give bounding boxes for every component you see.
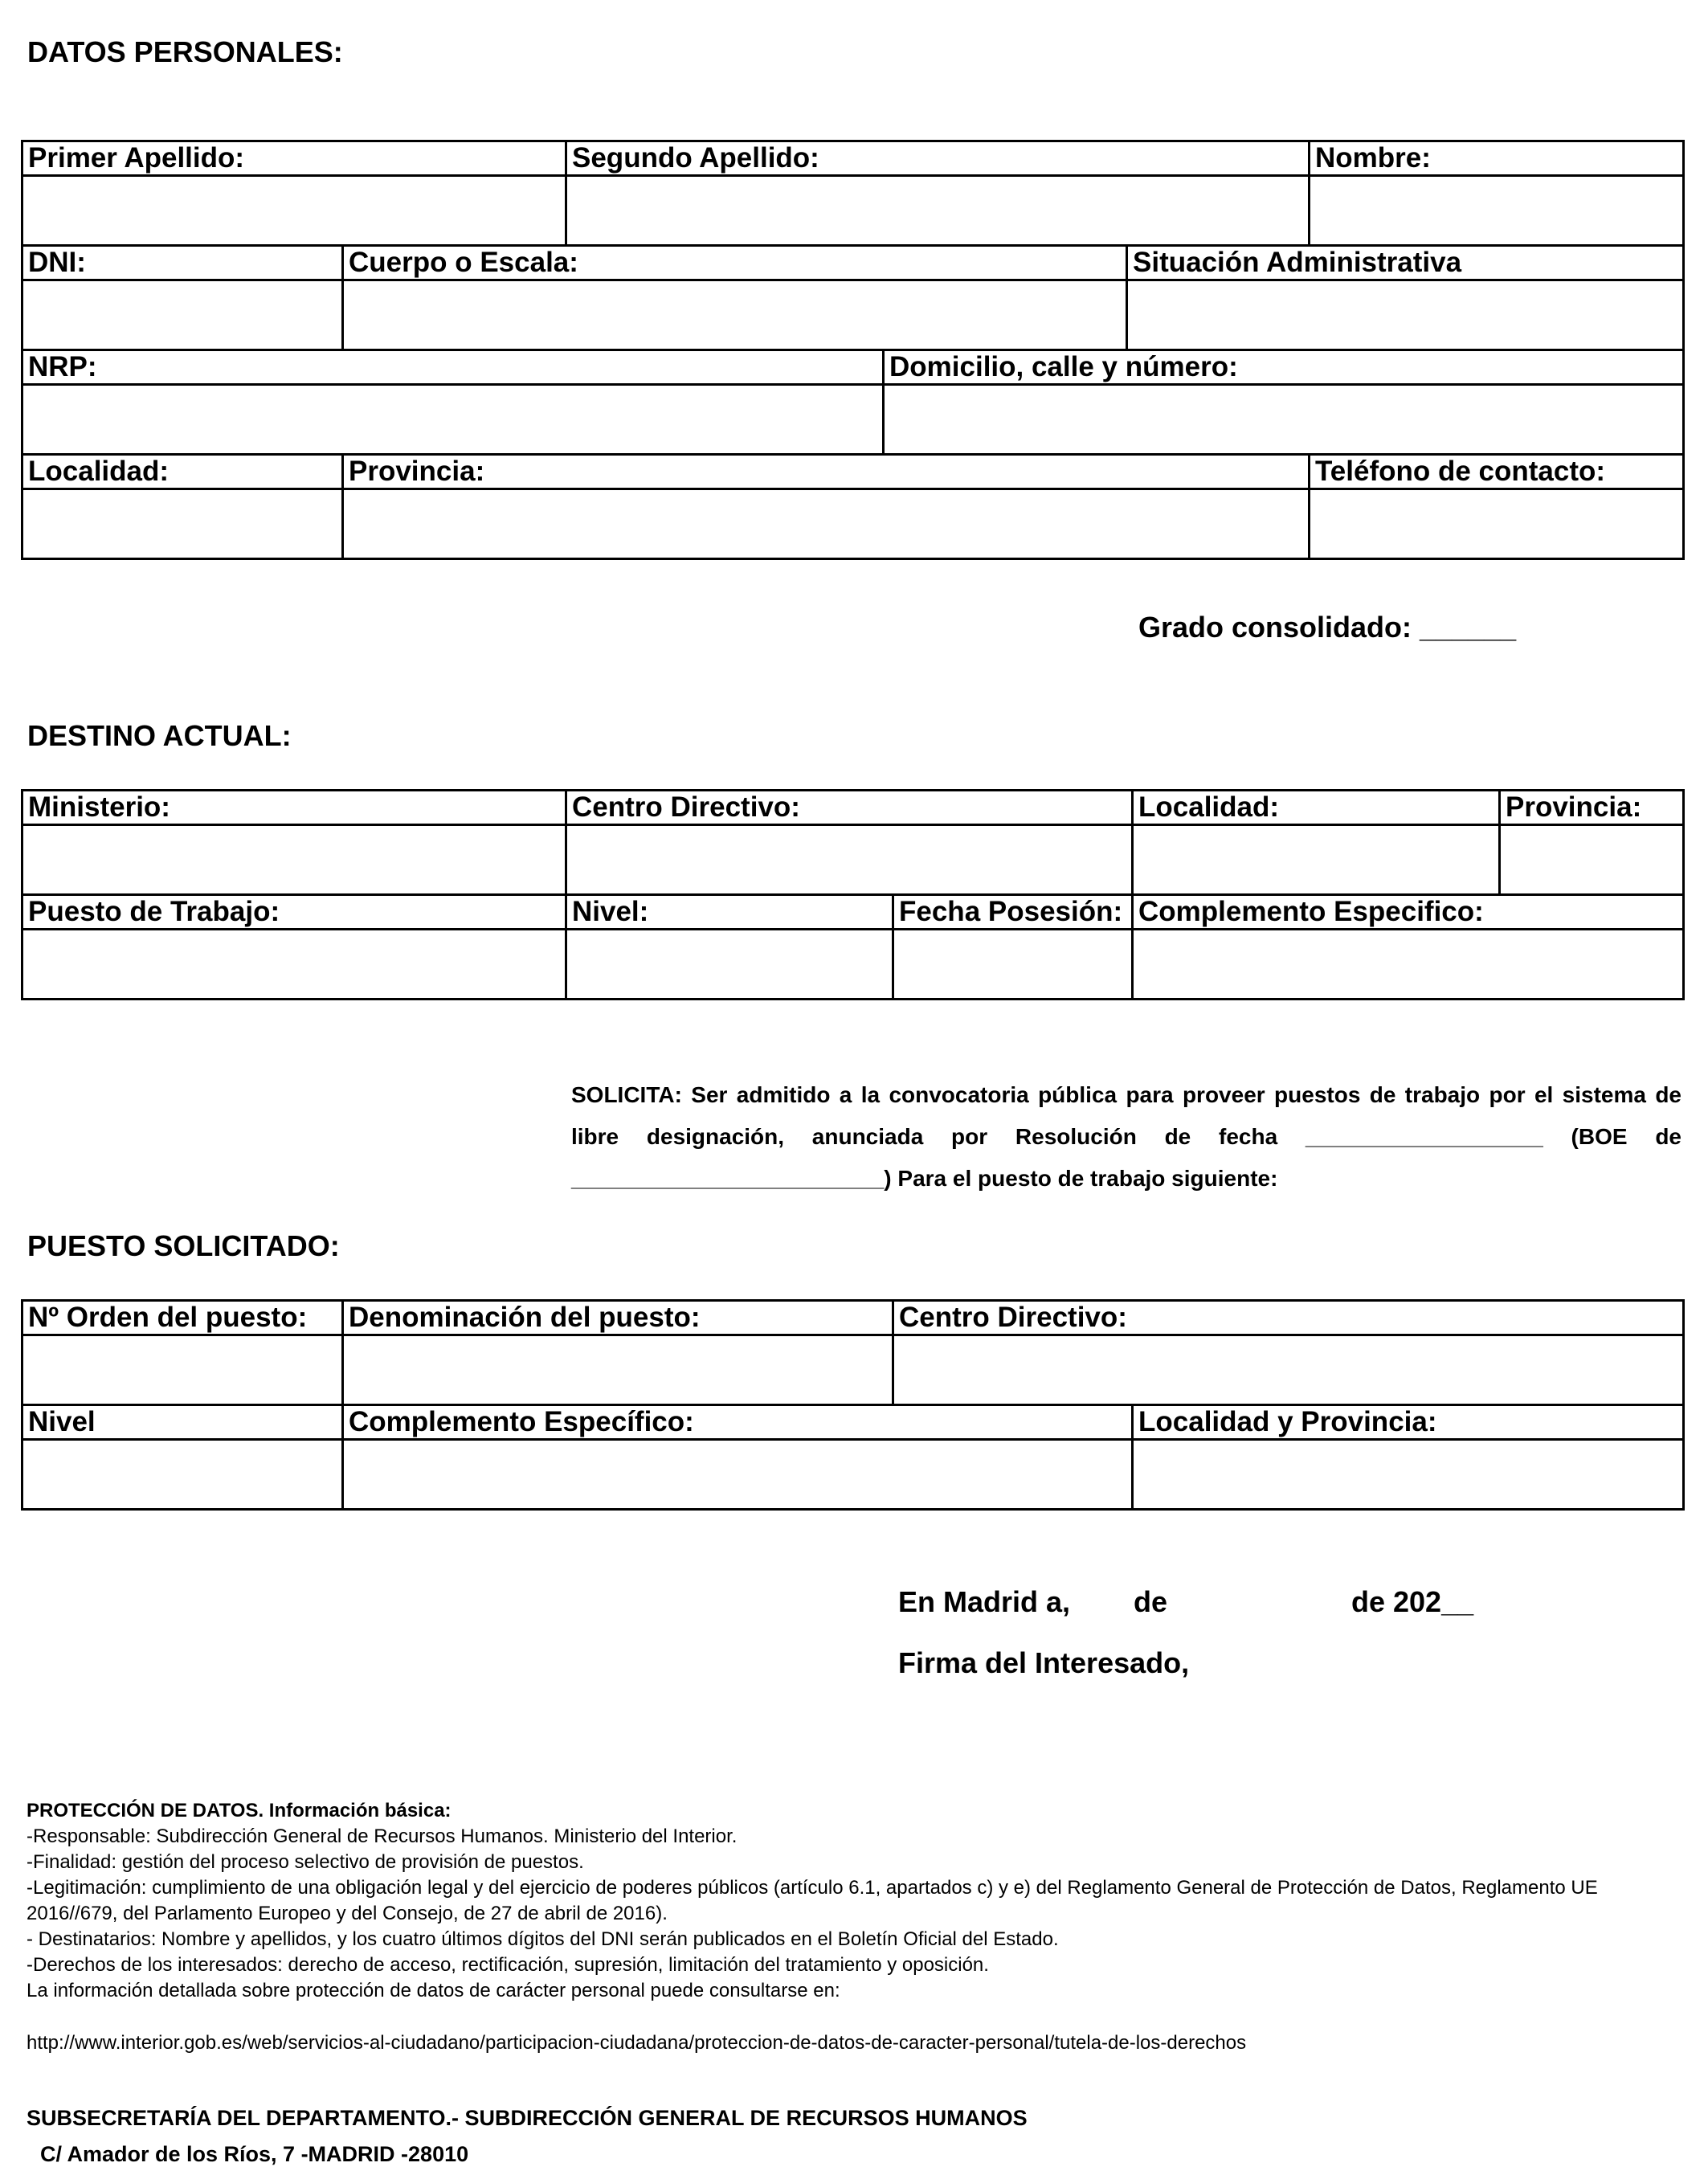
nivel-solicitado-field[interactable] <box>28 1441 341 1508</box>
label-provincia-destino: Provincia: <box>1500 791 1684 825</box>
proteccion-title: PROTECCIÓN DE DATOS. Información básica: <box>27 1800 452 1821</box>
complemento-especifico-solicitado-field[interactable] <box>349 1441 1131 1508</box>
date-de-1: de <box>1134 1585 1168 1618</box>
section-title-destino-actual: DESTINO ACTUAL: <box>27 719 292 752</box>
label-denominacion-puesto: Denominación del puesto: <box>343 1301 893 1335</box>
proteccion-destinatarios: - Destinatarios: Nombre y apellidos, y los cuatro últimos dígitos del DNI serán publicados en el Boletín Oficial del Estado. <box>27 1928 1059 1950</box>
datos-personales-table <box>21 140 1685 560</box>
label-orden-puesto: Nº Orden del puesto: <box>22 1301 343 1335</box>
telefono-field[interactable] <box>1315 490 1682 558</box>
label-provincia: Provincia: <box>343 455 1310 489</box>
provincia-field[interactable] <box>349 490 1308 558</box>
centro-directivo-field[interactable] <box>572 826 1131 893</box>
segundo-apellido-field[interactable] <box>572 177 1308 244</box>
label-segundo-apellido: Segundo Apellido: <box>566 141 1310 176</box>
orden-puesto-field[interactable] <box>28 1336 341 1404</box>
proteccion-url-link[interactable]: http://www.interior.gob.es/web/servicios-al-ciudadano/participacion-ciudadana/proteccion-de-datos-de-caracter-personal/tutela-de-los-derechos <box>27 2032 1247 2054</box>
dni-field[interactable] <box>28 281 341 349</box>
provincia-destino-field[interactable] <box>1506 826 1682 893</box>
label-fecha-posesion: Fecha Posesión: <box>893 895 1133 930</box>
nrp-field[interactable] <box>28 386 882 453</box>
grado-consolidado: Grado consolidado: ______ <box>1138 611 1517 644</box>
proteccion-info: La información detallada sobre protección de datos de carácter personal puede consultarse en: <box>27 1980 840 2001</box>
solicita-line-1: SOLICITA: Ser admitido a la convocatoria pública para proveer puestos de trabajo por el sistema de <box>571 1082 1681 1107</box>
label-primer-apellido: Primer Apellido: <box>22 141 566 176</box>
label-nrp: NRP: <box>22 350 884 385</box>
footer-address: C/ Amador de los Ríos, 7 -MADRID -28010 <box>40 2142 469 2166</box>
label-nivel: Nivel: <box>566 895 893 930</box>
ministerio-field[interactable] <box>28 826 565 893</box>
localidad-provincia-field[interactable] <box>1138 1441 1682 1508</box>
label-dni: DNI: <box>22 246 343 280</box>
label-nivel-solicitado: Nivel <box>22 1405 343 1440</box>
puesto-solicitado-table <box>21 1299 1685 1511</box>
puesto-trabajo-field[interactable] <box>28 930 565 998</box>
label-localidad: Localidad: <box>22 455 343 489</box>
label-nombre: Nombre: <box>1310 141 1684 176</box>
primer-apellido-field[interactable] <box>28 177 565 244</box>
destino-actual-table <box>21 789 1685 1000</box>
proteccion-responsable: -Responsable: Subdirección General de Recursos Humanos. Ministerio del Interior. <box>27 1825 738 1847</box>
label-domicilio: Domicilio, calle y número: <box>884 350 1684 385</box>
label-cuerpo-escala: Cuerpo o Escala: <box>343 246 1127 280</box>
proteccion-datos-block <box>27 1798 1681 2004</box>
proteccion-url <box>27 2032 1246 2054</box>
centro-directivo-solicitado-field[interactable] <box>899 1336 1682 1404</box>
fecha-posesion-field[interactable] <box>899 930 1131 998</box>
nivel-field[interactable] <box>572 930 892 998</box>
solicita-line-2: libre designación, anunciada por Resolución de fecha ___________________ (BOE de <box>571 1124 1681 1149</box>
label-puesto-trabajo: Puesto de Trabajo: <box>22 895 566 930</box>
label-complemento-especifico-solicitado: Complemento Específico: <box>343 1405 1133 1440</box>
footer-subsecretaria: SUBSECRETARÍA DEL DEPARTAMENTO.- SUBDIRECCIÓN GENERAL DE RECURSOS HUMANOS <box>27 2106 1028 2130</box>
complemento-especifico-field[interactable] <box>1138 930 1682 998</box>
cuerpo-escala-field[interactable] <box>349 281 1126 349</box>
label-situacion-administrativa: Situación Administrativa <box>1127 246 1684 280</box>
solicita-line-3: _________________________) Para el puesto de trabajo siguiente: <box>571 1166 1278 1191</box>
proteccion-derechos: -Derechos de los interesados: derecho de acceso, rectificación, supresión, limitación del tratamiento y oposición. <box>27 1954 989 1976</box>
section-title-puesto-solicitado: PUESTO SOLICITADO: <box>27 1229 340 1262</box>
label-complemento-especifico: Complemento Especifico: <box>1133 895 1684 930</box>
denominacion-puesto-field[interactable] <box>349 1336 892 1404</box>
proteccion-finalidad: -Finalidad: gestión del proceso selectivo de provisión de puestos. <box>27 1851 584 1873</box>
label-localidad-destino: Localidad: <box>1133 791 1500 825</box>
nombre-field[interactable] <box>1315 177 1682 244</box>
localidad-destino-field[interactable] <box>1138 826 1498 893</box>
label-localidad-provincia: Localidad y Provincia: <box>1133 1405 1684 1440</box>
label-centro-directivo-solicitado: Centro Directivo: <box>893 1301 1684 1335</box>
localidad-field[interactable] <box>28 490 341 558</box>
proteccion-legitimacion: -Legitimación: cumplimiento de una obligación legal y del ejercicio de poderes públicos (artículo 6.1, apartados c) y e) del Reglamento General de Protección de Datos, Reglamento UE 2016//679, del Parlamento Europeo y del Consejo, de 27 de abril de 2016). <box>27 1877 1598 1924</box>
label-ministerio: Ministerio: <box>22 791 566 825</box>
date-de-2: de 202__ <box>1351 1585 1474 1618</box>
situacion-administrativa-field[interactable] <box>1133 281 1682 349</box>
domicilio-field[interactable] <box>889 386 1682 453</box>
section-title-datos-personales: DATOS PERSONALES: <box>27 35 343 68</box>
label-telefono: Teléfono de contacto: <box>1310 455 1684 489</box>
label-centro-directivo: Centro Directivo: <box>566 791 1133 825</box>
en-madrid-text: En Madrid a, <box>898 1585 1071 1618</box>
firma-interesado: Firma del Interesado, <box>898 1646 1190 1679</box>
solicita-paragraph <box>571 1074 1681 1200</box>
